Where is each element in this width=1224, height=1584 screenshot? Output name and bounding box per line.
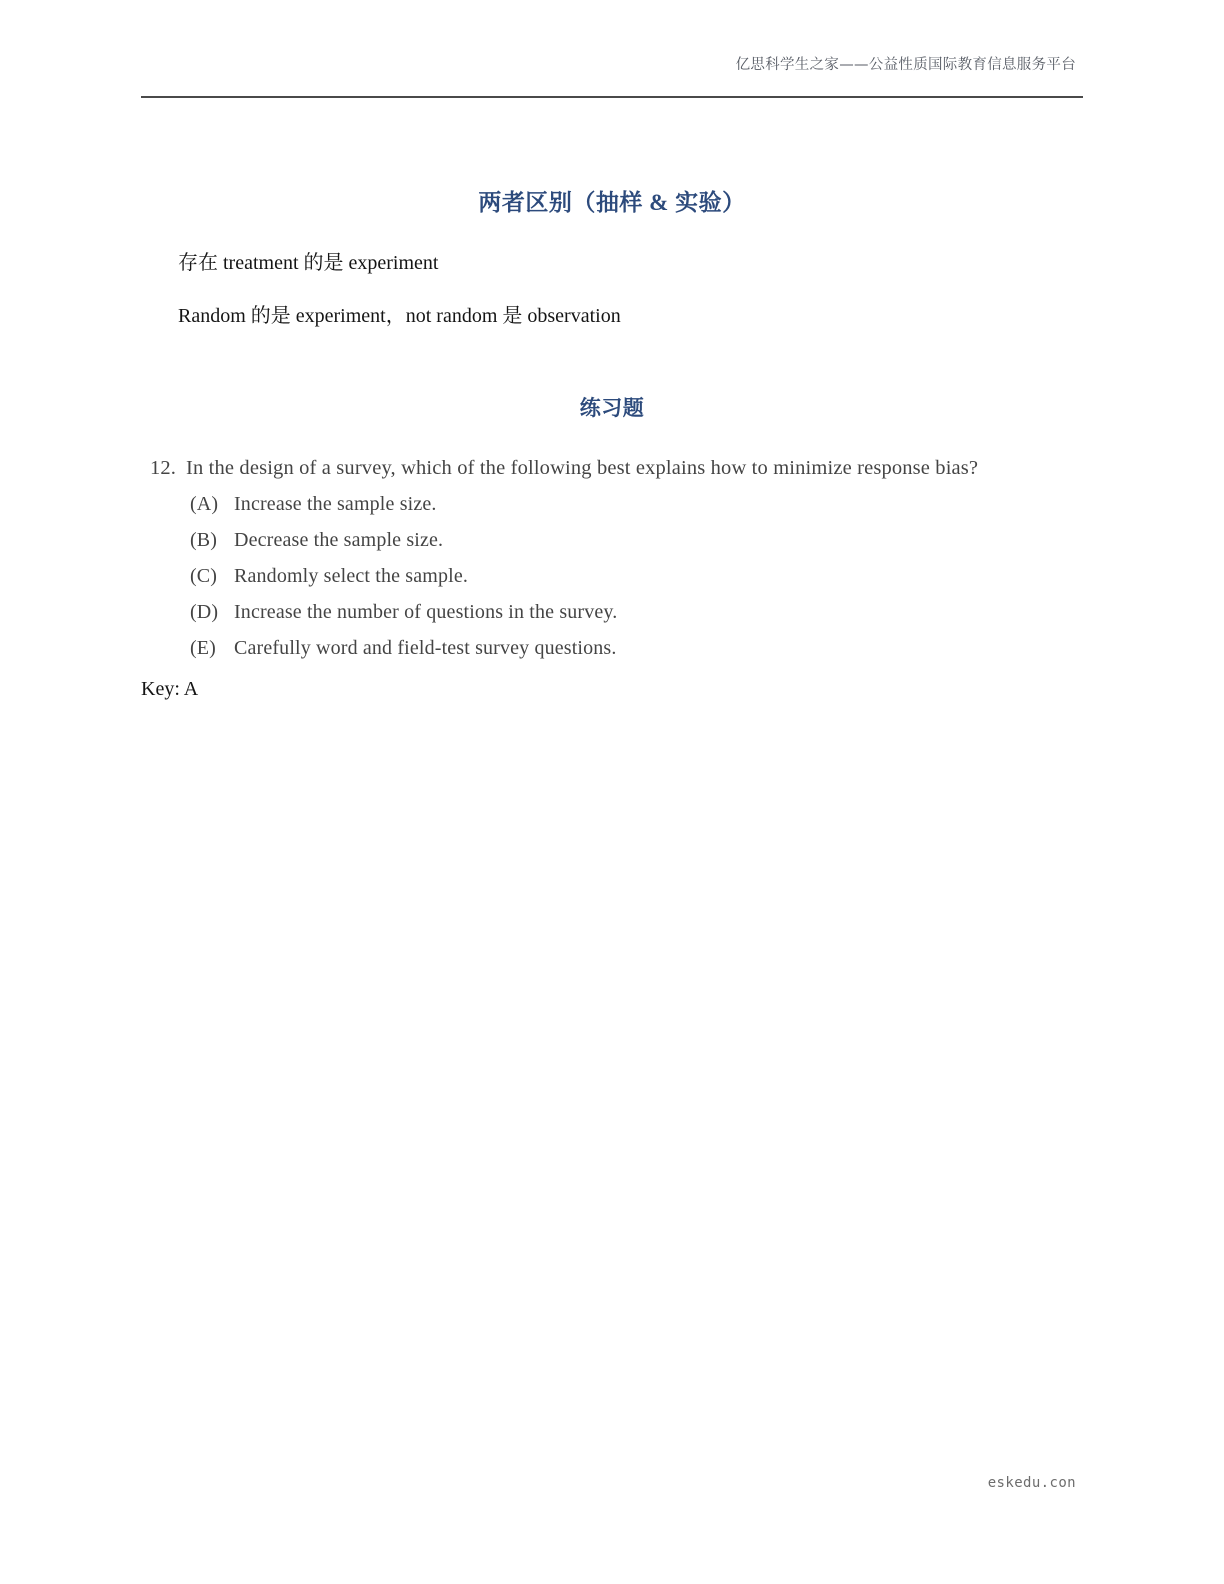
choice-b-letter: (B) [190,529,218,551]
question-stem-text: In the design of a survey, which of the following best explains how to minimize response bias? [186,457,979,479]
answer-key: Key: A [141,678,199,700]
choice-c [190,563,1050,589]
choice-c-letter: (C) [190,565,218,587]
choice-e-text: Carefully word and field-test survey questions. [234,637,617,659]
choice-d-text: Increase the number of questions in the survey. [234,601,618,623]
choice-b-text: Decrease the sample size. [234,529,444,551]
paragraph-random-observation: Random 的是 experiment，not random 是 observation [178,305,621,327]
footer-site-label: eskedu.con [987,1475,1076,1491]
choice-a-letter: (A) [190,493,219,515]
choice-a-text: Increase the sample size. [234,493,437,515]
header-divider [141,96,1083,98]
choice-c-text: Randomly select the sample. [234,565,468,587]
choice-e-letter: (E) [190,637,216,659]
header-watermark-text: 亿思科学生之家——公益性质国际教育信息服务平台 [735,57,1076,73]
choice-d-letter: (D) [190,601,219,623]
paragraph-treatment-experiment: 存在 treatment 的是 experiment [178,252,439,274]
section-heading-comparison: 两者区别（抽样 & 实验） [478,190,746,215]
choice-d [190,599,1050,625]
section-heading-practice: 练习题 [579,396,645,420]
practice-question-block [150,455,1050,661]
choice-e [190,635,1050,661]
page-header [0,0,1224,100]
choice-a [190,491,1050,517]
question-stem [150,455,1050,481]
choice-b [190,527,1050,553]
question-number: 12. [150,457,177,479]
